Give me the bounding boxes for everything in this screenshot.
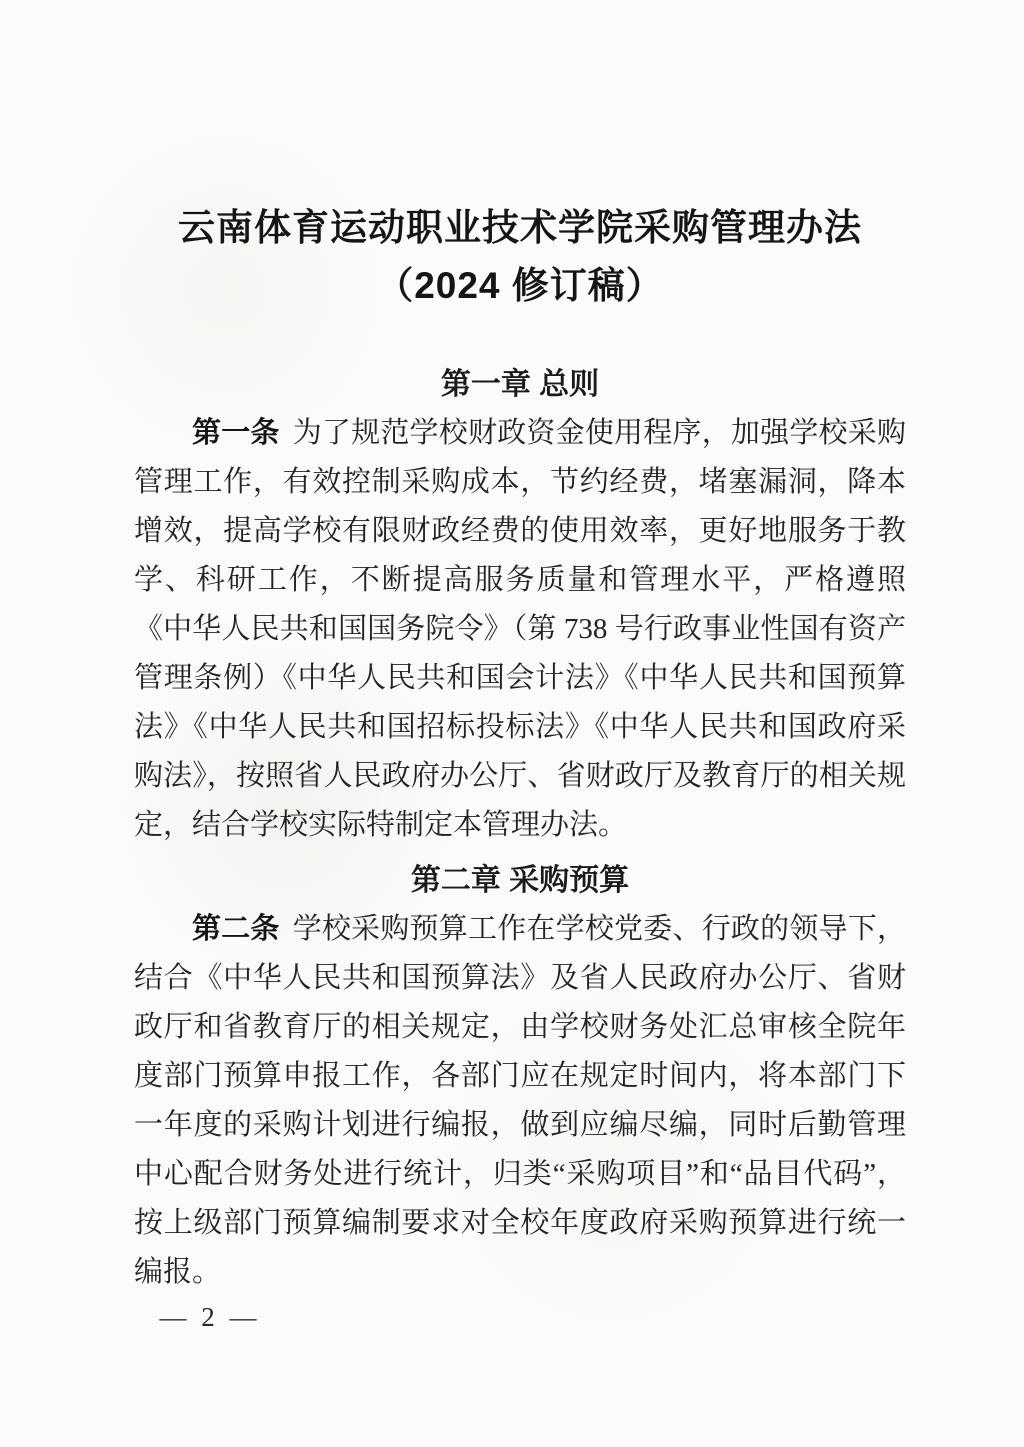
article-2-paragraph [134,905,906,1297]
document-title [134,199,906,315]
chapter-2-heading: 第二章 采购预算 [410,864,630,897]
article-1-text: 为了规范学校财政资金使用程序，加强学校采购管理工作，有效控制采购成本，节约经费，堵塞漏洞，降本增效，提高学校有限财政经费的使用效率，更好地服务于教学、科研工作，不断提高服务质量和管理水平，严格遵照《中华人民共和国国务院令》（第 738 号行政事业性国有资产管理条例）《中华人民共和国会计法》《中华人民共和国预算法》《中华人民共和国招标投标法》《中华人民共和国政府采购法》，按照省人民政府办公厅、省财政厅及教育厅的相关规定，结合学校实际特制定本管理办法。 [134,417,906,841]
chapter-1-heading: 第一章 总则 [440,368,600,401]
article-1-label: 第一条 [192,417,280,449]
document-title-line1: 云南体育运动职业技术学院采购管理办法 [178,207,862,248]
article-2-text: 学校采购预算工作在学校党委、行政的领导下，结合《中华人民共和国预算法》及省人民政府办公厅、省财政厅和省教育厅的相关规定，由学校财务处汇总审核全院年度部门预算申报工作，各部门应在规定时间内，将本部门下一年度的采购计划进行编报，做到应编尽编，同时后勤管理中心配合财务处进行统计，归类“采购项目”和“品目代码”，按上级部门预算编制要求对全校年度政府采购预算进行统一编报。 [134,913,906,1288]
article-2-label: 第二条 [192,913,280,945]
page-number: — 2 — [159,1302,261,1332]
document-title-line2: （2024 修订稿） [376,265,664,306]
article-1-paragraph [134,409,906,850]
